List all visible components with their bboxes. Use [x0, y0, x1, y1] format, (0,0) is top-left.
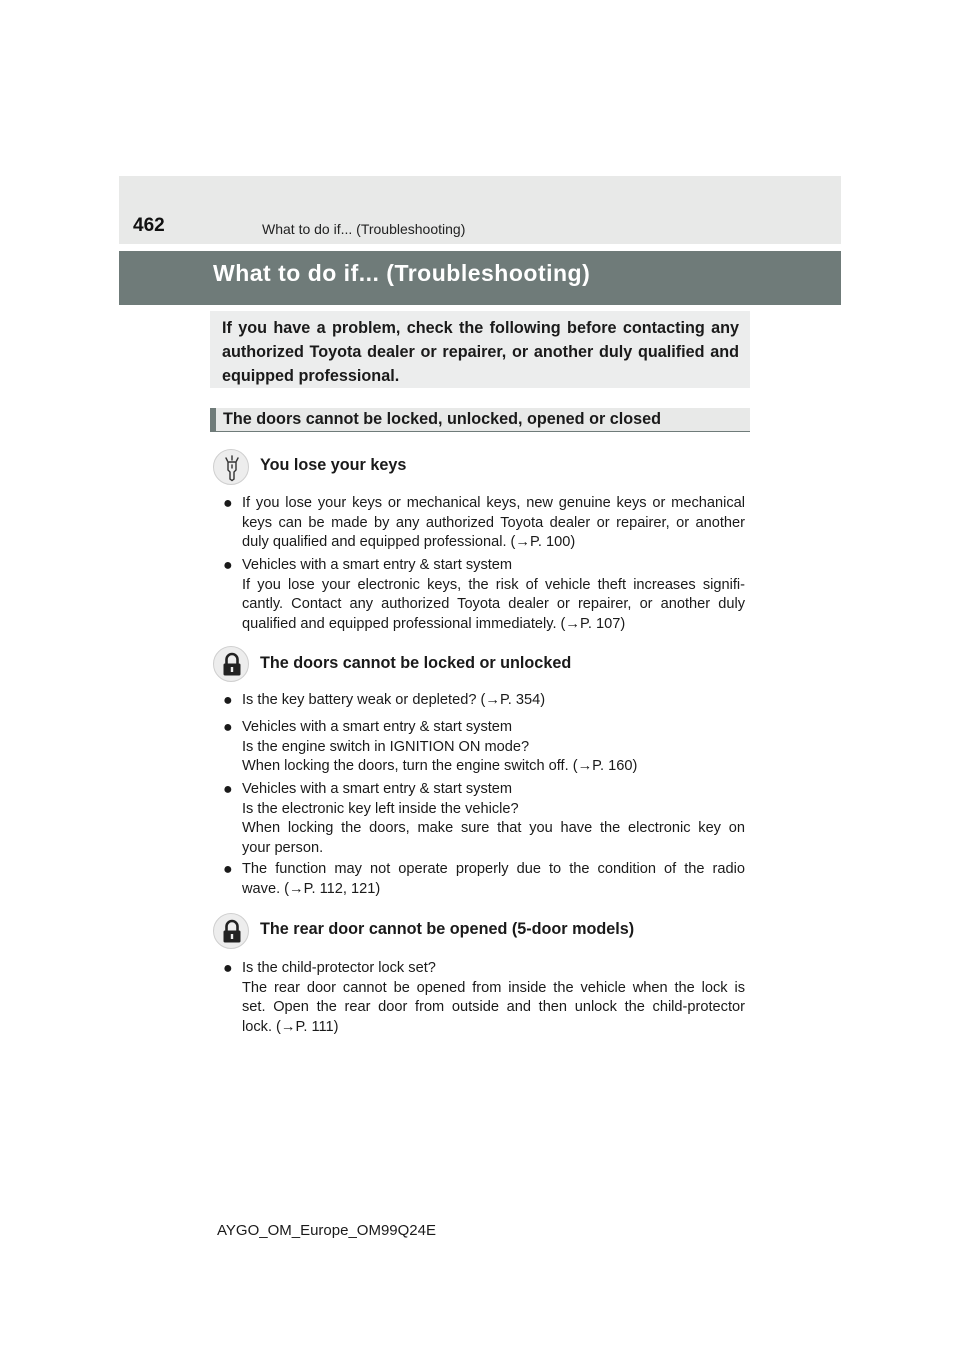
bullet-line: qualified and equipped professional immediately. (→P. 107) [242, 615, 626, 632]
bullet-line: wave. (→P. 112, 121) [242, 880, 381, 897]
bullet-line: When locking the doors, make sure that you have the electronic key on [242, 820, 745, 836]
bullet-item [223, 718, 745, 777]
bullet-dot: ● [223, 781, 233, 798]
bullet-line: The rear door cannot be opened from inside the vehicle when the lock is [242, 979, 745, 996]
bullet-line: duly qualified and equipped professional. (→P. 100) [242, 534, 576, 550]
page-title: What to do if... (Troubleshooting) [213, 260, 591, 286]
bullet-item [223, 691, 745, 711]
bullet-dot: ● [223, 861, 233, 878]
bullet-line: keys can be made by any authorized Toyota dealer or repairer, or another [242, 514, 745, 531]
subheading-rear-door: The rear door cannot be opened (5-door models) [260, 920, 635, 938]
padlock-icon [213, 646, 249, 682]
bullet-dot: ● [223, 557, 233, 574]
bullet-line: Is the key battery weak or depleted? (→P. 354) [242, 692, 546, 708]
document-id: AYGO_OM_Europe_OM99Q24E [217, 1222, 436, 1239]
bullet-item [223, 494, 745, 553]
bullet-dot: ● [223, 495, 233, 512]
bullet-dot: ● [223, 960, 233, 977]
bullet-line: The function may not operate properly due to the condition of the radio [242, 861, 745, 877]
bullet-item [223, 556, 745, 634]
bullet-item [223, 959, 745, 1037]
subheading-lose-keys: You lose your keys [260, 456, 407, 474]
bullet-line: cantly. Contact any authorized Toyota dealer or repairer, or another duly [242, 596, 745, 612]
bullet-line: lock. (→P. 111) [242, 1018, 339, 1035]
running-title: What to do if... (Troubleshooting) [262, 221, 466, 237]
running-header-band [119, 176, 841, 244]
bullet-line: If you lose your keys or mechanical keys, new genuine keys or mechanical [242, 495, 745, 511]
bullet-line: When locking the doors, turn the engine switch off. (→P. 160) [242, 758, 638, 774]
bullet-line: Vehicles with a smart entry & start system [242, 557, 513, 573]
page-number: 462 [133, 215, 165, 236]
bullet-item [223, 780, 745, 858]
intro-text: If you have a problem, check the following before contacting any authorized Toyota dealer or repairer, or another duly qualified and equipped professional. [222, 319, 739, 385]
bullet-line: set. Open the rear door from outside and then unlock the child-protector [242, 999, 745, 1015]
bullet-dot: ● [223, 719, 233, 736]
bullet-dot: ● [223, 692, 233, 709]
bullet-line: Is the electronic key left inside the vehicle? [242, 800, 519, 817]
bullet-line: Is the child-protector lock set? [242, 960, 436, 976]
bullet-line: Vehicles with a smart entry & start system [242, 719, 513, 735]
section-title: The doors cannot be locked, unlocked, opened or closed [223, 410, 662, 428]
bullet-line: If you lose your electronic keys, the risk of vehicle theft increases signifi- [242, 576, 745, 593]
key-icon [213, 449, 249, 485]
bullet-line: Vehicles with a smart entry & start system [242, 781, 513, 797]
subheading-cannot-lock: The doors cannot be locked or unlocked [260, 654, 572, 672]
bullet-line: Is the engine switch in IGNITION ON mode? [242, 738, 530, 755]
bullet-line: your person. [242, 839, 324, 856]
bullet-item [223, 860, 745, 899]
padlock-icon [213, 913, 249, 949]
